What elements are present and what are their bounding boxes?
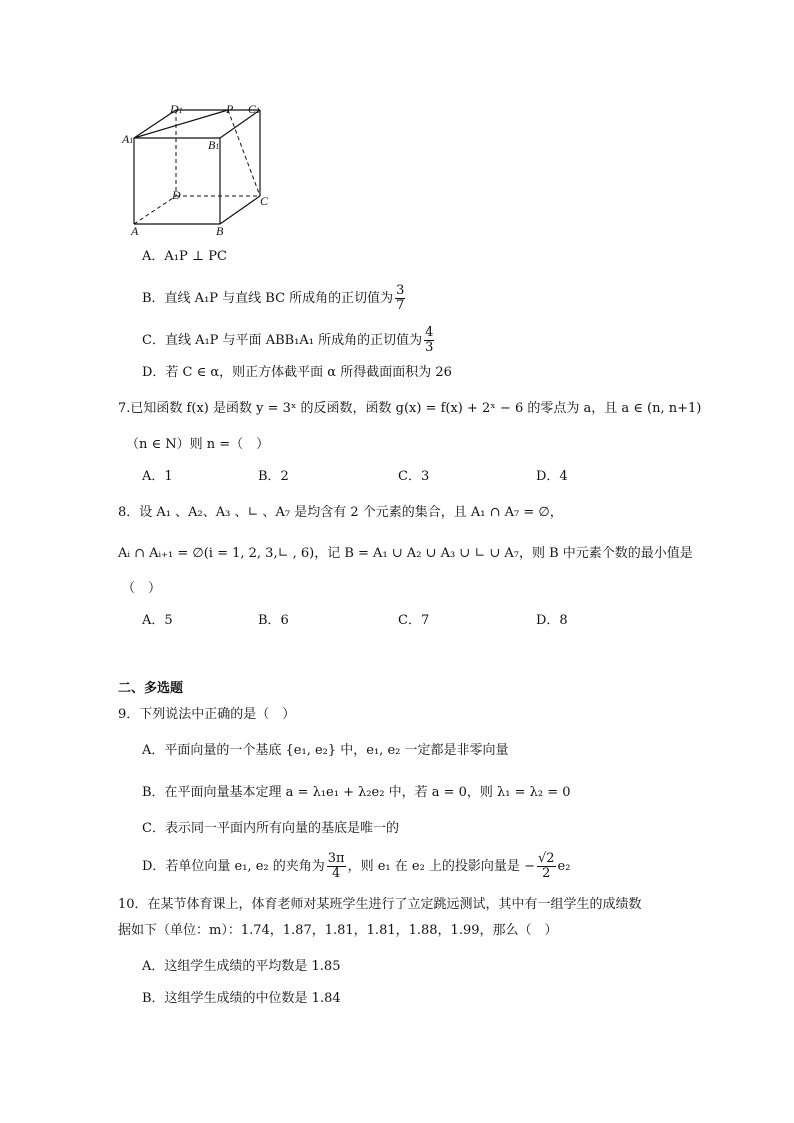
q10-stem-2: 据如下（单位：m）：1.74，1.87，1.81，1.81，1.88，1.99，那么（ ） — [118, 923, 558, 938]
label-d: D — [172, 188, 181, 202]
q8-option-a: A．5 — [142, 613, 173, 628]
q7-stem-2: （n ∈ N）则 n =（ ） — [126, 437, 270, 452]
q7-option-d: D．4 — [536, 469, 568, 484]
q8-option-b: B．6 — [258, 613, 289, 628]
q8-stem-2: Aᵢ ∩ Aᵢ₊₁ = ∅(i = 1, 2, 3,∟ , 6)，记 B = A₁ ∪ A₂ ∪ A₃ ∪ ∟ ∪ A₇，则 B 中元素个数的最小值是 — [118, 546, 693, 561]
fraction: $\frac{4}{3}$ — [425, 325, 434, 355]
q7-option-c: C．3 — [398, 469, 430, 484]
fraction: $\frac{3}{7}$ — [396, 283, 405, 313]
q8-stem-3: （ ） — [122, 581, 162, 596]
q9-option-a: A．平面向量的一个基底 {e₁, e₂} 中，e₁, e₂ 一定都是非零向量 — [142, 743, 509, 758]
q7-option-a: A．1 — [142, 469, 173, 484]
q8-stem: 8．设 A₁ 、A₂、A₃ 、∟ 、A₇ 是均含有 2 个元素的集合，且 A₁ ∩ A₇ = ∅， — [118, 505, 563, 520]
label-d1: D1 — [170, 102, 183, 116]
fraction: $\frac{√2}{2}$ — [537, 851, 555, 881]
q9-stem: 9．下列说法中正确的是（ ） — [118, 707, 296, 722]
label-b1: B1 — [208, 138, 220, 152]
section-title: 二、多选题 — [118, 681, 184, 696]
label-p: P — [226, 102, 234, 116]
label-b: B — [216, 224, 224, 238]
q10-stem: 10．在某节体育课上，体育老师对某班学生进行了立定跳远测试，其中有一组学生的成绩数 — [118, 897, 642, 912]
q7-option-b: B．2 — [258, 469, 289, 484]
q6-option-b: B．直线 A₁P 与直线 BC 所成角的正切值为 $\frac{3}{7}$ — [142, 283, 405, 313]
label-a1: A1 — [122, 132, 134, 146]
q8-option-c: C．7 — [398, 613, 430, 628]
label-c1: C1 — [248, 102, 261, 116]
q9-option-c: C．表示同一平面内所有向量的基底是唯一的 — [142, 821, 399, 836]
q6-option-a: A．A₁P ⊥ PC — [142, 249, 227, 264]
q6-option-c: C．直线 A₁P 与平面 ABB₁A₁ 所成角的正切值为 $\frac{4}{3}$ — [142, 325, 434, 355]
q6-option-d: D．若 C ∈ α，则正方体截平面 α 所得截面面积为 26 — [142, 365, 452, 380]
q10-option-b: B．这组学生成绩的中位数是 1.84 — [142, 991, 341, 1006]
q7-stem: 7.已知函数 f(x) 是函数 y = 3ˣ 的反函数，函数 g(x) = f(x) + 2ˣ − 6 的零点为 a，且 a ∈ (n, n+1) — [118, 401, 702, 416]
q9-option-b: B．在平面向量基本定理 a = λ₁e₁ + λ₂e₂ 中，若 a = 0，则 λ₁ = λ₂ = 0 — [142, 785, 571, 800]
q9-option-d: D．若单位向量 e₁, e₂ 的夹角为 $\frac{3\pi}{4}$ ，则 e₁ 在 e₂ 上的投影向量是 − $\frac{√2}{2}$ e₂ — [142, 851, 571, 881]
label-a: A — [131, 224, 139, 238]
fraction: $\frac{3\pi}{4}$ — [327, 851, 345, 881]
q10-option-a: A．这组学生成绩的平均数是 1.85 — [142, 959, 341, 974]
q8-option-d: D．8 — [536, 613, 568, 628]
label-c: C — [260, 194, 269, 208]
